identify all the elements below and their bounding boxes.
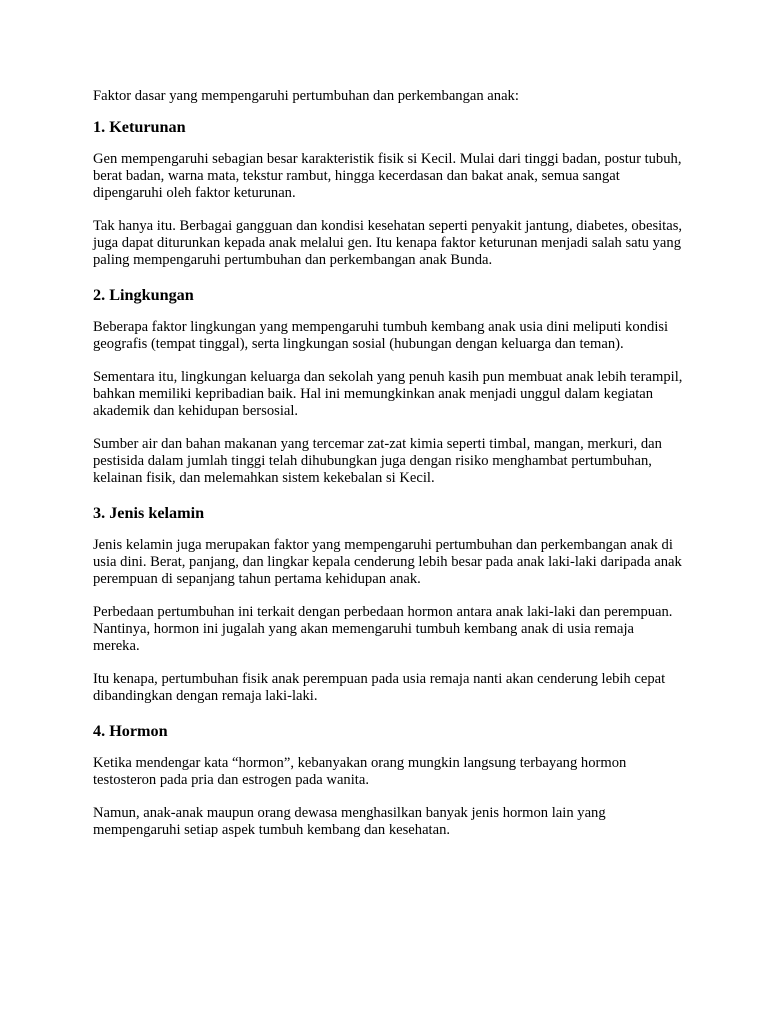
section-lingkungan	[93, 285, 683, 487]
intro-text: Faktor dasar yang mempengaruhi pertumbuhan dan perkembangan anak:	[93, 88, 519, 104]
section-title-keturunan: 1. Keturunan	[93, 118, 186, 136]
paragraph: Perbedaan pertumbuhan ini terkait dengan perbedaan hormon antara anak laki-laki dan perempuan. Nantinya, hormon ini jugalah yang akan memengaruhi tumbuh kembang anak di usia remaja mereka.	[93, 604, 673, 654]
paragraph: Itu kenapa, pertumbuhan fisik anak perempuan pada usia remaja nanti akan cenderung lebih cepat dibandingkan dengan remaja laki-laki.	[93, 671, 666, 704]
paragraph: Jenis kelamin juga merupakan faktor yang mempengaruhi pertumbuhan dan perkembangan anak di usia dini. Berat, panjang, dan lingkar kepala cenderung lebih besar pada anak laki-laki daripada anak perempuan di sepanjang tahun pertama kehidupan anak.	[93, 537, 682, 587]
section-hormon	[93, 721, 683, 839]
paragraph: Beberapa faktor lingkungan yang mempengaruhi tumbuh kembang anak usia dini meliputi kondisi geografis (tempat tinggal), serta lingkungan sosial (hubungan dengan keluarga dan teman).	[93, 319, 669, 352]
section-title-lingkungan: 2. Lingkungan	[93, 286, 194, 304]
section-title-jenis-kelamin: 3. Jenis kelamin	[93, 504, 205, 522]
paragraph: Ketika mendengar kata “hormon”, kebanyakan orang mungkin langsung terbayang hormon testosteron pada pria dan estrogen pada wanita.	[93, 755, 627, 788]
document-page	[93, 88, 683, 855]
paragraph: Sumber air dan bahan makanan yang tercemar zat-zat kimia seperti timbal, mangan, merkuri, dan pestisida dalam jumlah tinggi telah dihubungkan juga dengan risiko menghambat pertumbuhan, kelainan fisik, dan melemahkan sistem kekebalan si Kecil.	[93, 436, 662, 486]
paragraph: Tak hanya itu. Berbagai gangguan dan kondisi kesehatan seperti penyakit jantung, diabetes, obesitas, juga dapat diturunkan kepada anak melalui gen. Itu kenapa faktor keturunan menjadi salah satu yang paling mempengaruhi pertumbuhan dan perkembangan anak Bunda.	[93, 218, 683, 268]
section-jenis-kelamin	[93, 503, 683, 705]
section-keturunan	[93, 117, 683, 269]
paragraph: Sementara itu, lingkungan keluarga dan sekolah yang penuh kasih pun membuat anak lebih terampil, bahkan memiliki kepribadian baik. Hal ini memungkinkan anak menjadi unggul dalam kegiatan akademik dan kehidupan bersosial.	[93, 369, 683, 419]
paragraph: Namun, anak-anak maupun orang dewasa menghasilkan banyak jenis hormon lain yang mempengaruhi setiap aspek tumbuh kembang dan kesehatan.	[93, 805, 606, 838]
paragraph: Gen mempengaruhi sebagian besar karakteristik fisik si Kecil. Mulai dari tinggi badan, postur tubuh, berat badan, warna mata, tekstur rambut, hingga kecerdasan dan bakat anak, semua sangat dipengaruhi oleh faktor keturunan.	[93, 151, 682, 201]
section-title-hormon: 4. Hormon	[93, 722, 168, 740]
